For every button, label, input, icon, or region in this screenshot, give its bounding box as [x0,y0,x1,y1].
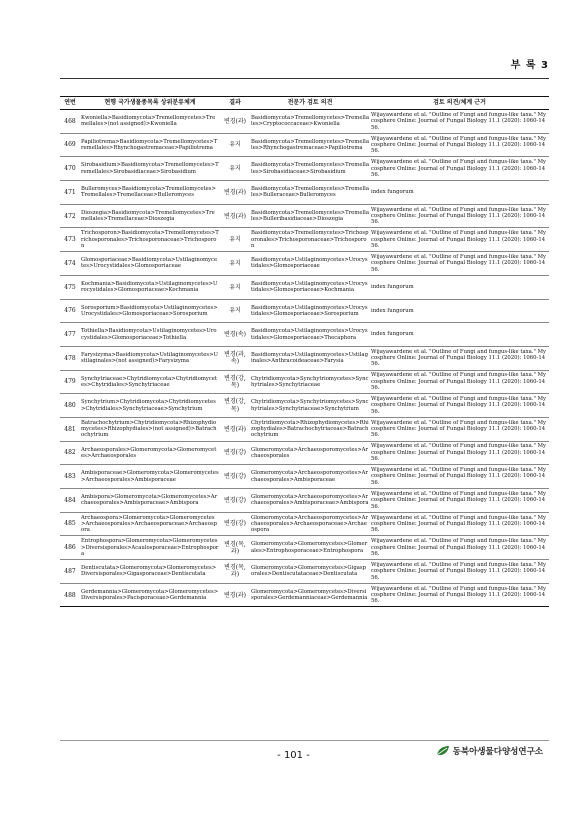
review-basis: index fungorum [370,323,549,347]
row-number: 485 [60,512,80,536]
review-basis: index fungorum [370,181,549,205]
footer-rule [60,740,549,741]
current-classification: Papiliotrema>Basidiomycota>Tremellomycetes>Tremellales>Rhynchogastremaceae>Papiliotrema [80,133,220,157]
review-basis: index fungorum [370,275,549,299]
table-row [60,346,549,370]
result: 변경(과) [220,181,250,205]
result: 유지 [220,275,250,299]
col-header-expert: 전문가 검토 의견 [250,97,370,110]
review-basis: Wijayawardene et al. "Outline of Fungi and fungus-like taxa." Mycosphere Online: Journal of Fungal Biology 11.1 (2020): 1060-1456. [370,346,549,370]
review-basis: Wijayawardene et al. "Outline of Fungi and fungus-like taxa." Mycosphere Online: Journal of Fungal Biology 11.1 (2020): 1060-1456. [370,536,549,560]
row-number: 470 [60,157,80,181]
expert-opinion: Basidiomycota>Tremellomycetes>Tremellales>Bulleraceae>Bulleromyces [250,181,370,205]
review-basis: index fungorum [370,299,549,323]
current-classification: Dentiscutata>Glomeromycota>Glomeromycetes>Diversisporales>Gigasporaceae>Dentiscutata [80,560,220,584]
expert-opinion: Chytridiomycota>Synchytriomycetes>Synchytriales>Synchytriaceae>Synchytrium [250,394,370,418]
col-header-result: 결과 [220,97,250,110]
result: 유지 [220,157,250,181]
result: 변경(강) [220,465,250,489]
expert-opinion: Basidiomycota>Tremellomycetes>Tremellales>Rhynchogastremaceae>Papiliotrema [250,133,370,157]
table-row [60,204,549,228]
expert-opinion: Basidiomycota>Tremellomycetes>Tremellales>Cryptococcaceae>Kwoniella [250,110,370,134]
leaf-logo-icon [436,745,450,757]
result: 변경(목, 과) [220,560,250,584]
table-row [60,583,549,607]
page-number: - 101 - [277,750,310,761]
current-classification: Dioszegia>Basidiomycota>Tremellomycetes>Tremellales>Tremellaceae>Dioszegia [80,204,220,228]
row-number: 477 [60,323,80,347]
current-classification: Batrachochytrium>Chytridiomycota>Rhizophydiomycetes>Rhizophydiales>(not assigned)>Batrachochytrium [80,417,220,441]
table-row [60,417,549,441]
result: 유지 [220,252,250,276]
result: 변경(강) [220,512,250,536]
table-row [60,441,549,465]
table-header-row [60,97,549,110]
review-basis: Wijayawardene et al. "Outline of Fungi and fungus-like taxa." Mycosphere Online: Journal of Fungal Biology 11.1 (2020): 1060-1456. [370,465,549,489]
result: 변경(과, 속) [220,346,250,370]
review-basis: Wijayawardene et al. "Outline of Fungi and fungus-like taxa." Mycosphere Online: Journal of Fungal Biology 11.1 (2020): 1060-1456. [370,110,549,134]
table-row [60,181,549,205]
expert-opinion: Glomeromycota>Archaeosporomycetes>Archaeosporales>Ambisporaceae>Ambispora [250,489,370,513]
current-classification: Trichosporon>Basidiomycota>Tremellomycetes>Trichosporonales>Trichosporonaceae>Trichosporon [80,228,220,252]
result: 변경(목, 과) [220,536,250,560]
current-classification: Archaeosporales>Glomeromycota>Glomeromycetes>Archaeosporales [80,441,220,465]
row-number: 483 [60,465,80,489]
result: 변경(강, 목) [220,370,250,394]
current-classification: Archaeospora>Glomeromycota>Glomeromycetes>Archaeosporales>Archaeosporaceae>Archaeospora [80,512,220,536]
table-row [60,370,549,394]
row-number: 480 [60,394,80,418]
table-row [60,536,549,560]
org-logo [436,745,543,757]
table-row [60,252,549,276]
expert-opinion: Basidiomycota>Tremellomycetes>Trichosporonales>Trichosporonaceae>Trichosporon [250,228,370,252]
review-basis: Wijayawardene et al. "Outline of Fungi and fungus-like taxa." Mycosphere Online: Journal of Fungal Biology 11.1 (2020): 1060-1456. [370,204,549,228]
table-row [60,133,549,157]
review-basis: Wijayawardene et al. "Outline of Fungi and fungus-like taxa." Mycosphere Online: Journal of Fungal Biology 11.1 (2020): 1060-1456. [370,133,549,157]
table-row [60,394,549,418]
row-number: 475 [60,275,80,299]
table-row [60,323,549,347]
table-row [60,275,549,299]
row-number: 473 [60,228,80,252]
result: 유지 [220,133,250,157]
current-classification: Bulleromyces>Basidiomycota>Tremellomycetes>Tremellales>Tremellaceae>Bulleromyces [80,181,220,205]
expert-opinion: Glomeromycota>Archaeosporomycetes>Archaeosporales>Ambisporaceae [250,465,370,489]
current-classification: Sorosporium>Basidiomycota>Ustilaginomycetes>Urocystidales>Glomosporiaceae>Sorosporium [80,299,220,323]
row-number: 471 [60,181,80,205]
expert-opinion: Basidiomycota>Ustilaginomycetes>Urocystidales>Glomosporiaceae [250,252,370,276]
current-classification: Kochmania>Basidiomycota>Ustilaginomycetes>Urocystidales>Glomosporiaceae>Kochmania [80,275,220,299]
expert-opinion: Glomeromycota>Archaeosporomycetes>Archaeosporales>Archaeosporaceae>Archaeospora [250,512,370,536]
result: 변경(강, 목) [220,394,250,418]
expert-opinion: Chytridiomycota>Rhizophydiomycetes>Rhizophydiales>Batrachochytriaceae>Batrachochytrium [250,417,370,441]
expert-opinion: Glomeromycota>Glomeromycetes>Glomerales>Entrophosporaceae>Entrophospora [250,536,370,560]
current-classification: Glomosporiaceae>Basidiomycota>Ustilaginomycetes>Urocystidales>Glomosporiaceae [80,252,220,276]
result: 유지 [220,299,250,323]
current-classification: Gerdemannia>Glomeromycota>Glomeromycetes>Diversisporales>Pacisporaceae>Gerdemannia [80,583,220,607]
table-row [60,560,549,584]
expert-opinion: Chytridiomycota>Synchytriomycetes>Synchytriales>Synchytriaceae [250,370,370,394]
row-number: 481 [60,417,80,441]
review-basis: Wijayawardene et al. "Outline of Fungi and fungus-like taxa." Mycosphere Online: Journal of Fungal Biology 11.1 (2020): 1060-1456. [370,560,549,584]
header-rule [60,78,549,79]
table-row [60,489,549,513]
expert-opinion: Glomeromycota>Archaeosporomycetes>Archaeosporales [250,441,370,465]
expert-opinion: Basidiomycota>Tremellomycetes>Tremellales>Bulleribasidiaceae>Dioszegia [250,204,370,228]
col-header-basis: 검토 의견/체계 근거 [370,97,549,110]
table-row [60,512,549,536]
result: 변경(과) [220,417,250,441]
expert-opinion: Basidiomycota>Tremellomycetes>Tremellales>Sirobasidiaceae>Sirobasidium [250,157,370,181]
result: 변경(과) [220,204,250,228]
table-row [60,228,549,252]
row-number: 474 [60,252,80,276]
review-basis: Wijayawardene et al. "Outline of Fungi and fungus-like taxa." Mycosphere Online: Journal of Fungal Biology 11.1 (2020): 1060-1456. [370,394,549,418]
row-number: 482 [60,441,80,465]
expert-opinion: Basidiomycota>Ustilaginomycetes>Urocystidales>Glomosporiaceae>Kochmania [250,275,370,299]
row-number: 469 [60,133,80,157]
row-number: 472 [60,204,80,228]
expert-opinion: Glomeromycota>Glomeromycetes>Gigasporales>Dentiscutataceae>Dentiscutata [250,560,370,584]
review-basis: Wijayawardene et al. "Outline of Fungi and fungus-like taxa." Mycosphere Online: Journal of Fungal Biology 11.1 (2020): 1060-1456. [370,583,549,607]
row-number: 484 [60,489,80,513]
expert-opinion: Basidiomycota>Ustilaginomycetes>Urocystidales>Glomosporiaceae>Thecaphora [250,323,370,347]
review-basis: Wijayawardene et al. "Outline of Fungi and fungus-like taxa." Mycosphere Online: Journal of Fungal Biology 11.1 (2020): 1060-1456. [370,228,549,252]
current-classification: Entrophospora>Glomeromycota>Glomeromycetes>Diversisporales>Acaulosporaceae>Entrophospora [80,536,220,560]
current-classification: Farysizyma>Basidiomycota>Ustilaginomycetes>Ustilaginales>(not assigned)>Farysizyma [80,346,220,370]
review-basis: Wijayawardene et al. "Outline of Fungi and fungus-like taxa." Mycosphere Online: Journal of Fungal Biology 11.1 (2020): 1060-1456. [370,157,549,181]
review-basis: Wijayawardene et al. "Outline of Fungi and fungus-like taxa." Mycosphere Online: Journal of Fungal Biology 11.1 (2020): 1060-1456. [370,441,549,465]
row-number: 487 [60,560,80,584]
result: 변경(과) [220,110,250,134]
current-classification: Synchytrium>Chytridiomycota>Chytridiomycetes>Chytridiales>Synchytriaceae>Synchytrium [80,394,220,418]
col-header-no: 연번 [60,97,80,110]
org-name: 동북아생물다양성연구소 [452,747,543,757]
current-classification: Synchytriaceae>Chytridiomycota>Chytridiomycetes>Chytridiales>Synchytriaceae [80,370,220,394]
result: 변경(강) [220,441,250,465]
current-classification: Tothiella>Basidiomycota>Ustilaginomycetes>Urocystidales>Glomosporiaceae>Tothiella [80,323,220,347]
table-row [60,157,549,181]
row-number: 478 [60,346,80,370]
review-basis: Wijayawardene et al. "Outline of Fungi and fungus-like taxa." Mycosphere Online: Journal of Fungal Biology 11.1 (2020): 1060-1456. [370,370,549,394]
review-basis: Wijayawardene et al. "Outline of Fungi and fungus-like taxa." Mycosphere Online: Journal of Fungal Biology 11.1 (2020): 1060-1456. [370,252,549,276]
result: 변경(속) [220,323,250,347]
review-basis: Wijayawardene et al. "Outline of Fungi and fungus-like taxa." Mycosphere Online: Journal of Fungal Biology 11.1 (2020): 1060-1456. [370,512,549,536]
row-number: 476 [60,299,80,323]
current-classification: Sirobasidium>Basidiomycota>Tremellomycetes>Tremellales>Sirobasidiaceae>Sirobasidium [80,157,220,181]
taxonomy-table [60,96,549,607]
result: 변경(강) [220,489,250,513]
review-basis: Wijayawardene et al. "Outline of Fungi and fungus-like taxa." Mycosphere Online: Journal of Fungal Biology 11.1 (2020): 1060-1456. [370,489,549,513]
expert-opinion: Basidiomycota>Ustilaginomycetes>Ustilaginales>Anthracoideaceae>Farysia [250,346,370,370]
row-number: 468 [60,110,80,134]
current-classification: Ambispora>Glomeromycota>Glomeromycetes>Archaeosporales>Ambisporaceae>Ambispora [80,489,220,513]
table-row [60,465,549,489]
expert-opinion: Basidiomycota>Ustilaginomycetes>Urocystidales>Glomosporiaceae>Sorosporium [250,299,370,323]
row-number: 486 [60,536,80,560]
table-row [60,110,549,134]
current-classification: Kwoniella>Basidiomycota>Tremellomycetes>Tremellales>(not assigned)>Kwoniella [80,110,220,134]
result: 유지 [220,228,250,252]
row-number: 488 [60,583,80,607]
col-header-current: 현행 국가생물종목록 상위분류체계 [80,97,220,110]
result: 변경(과) [220,583,250,607]
table-row [60,299,549,323]
review-basis: Wijayawardene et al. "Outline of Fungi and fungus-like taxa." Mycosphere Online: Journal of Fungal Biology 11.1 (2020): 1060-1456. [370,417,549,441]
current-classification: Ambisporaceae>Glomeromycota>Glomeromycetes>Archaeosporales>Ambisporaceae [80,465,220,489]
row-number: 479 [60,370,80,394]
expert-opinion: Glomeromycota>Glomeromycetes>Diversisporales>Gerdemanniaceae>Gerdemannia [250,583,370,607]
appendix-label: 부 록 3 [510,60,549,71]
